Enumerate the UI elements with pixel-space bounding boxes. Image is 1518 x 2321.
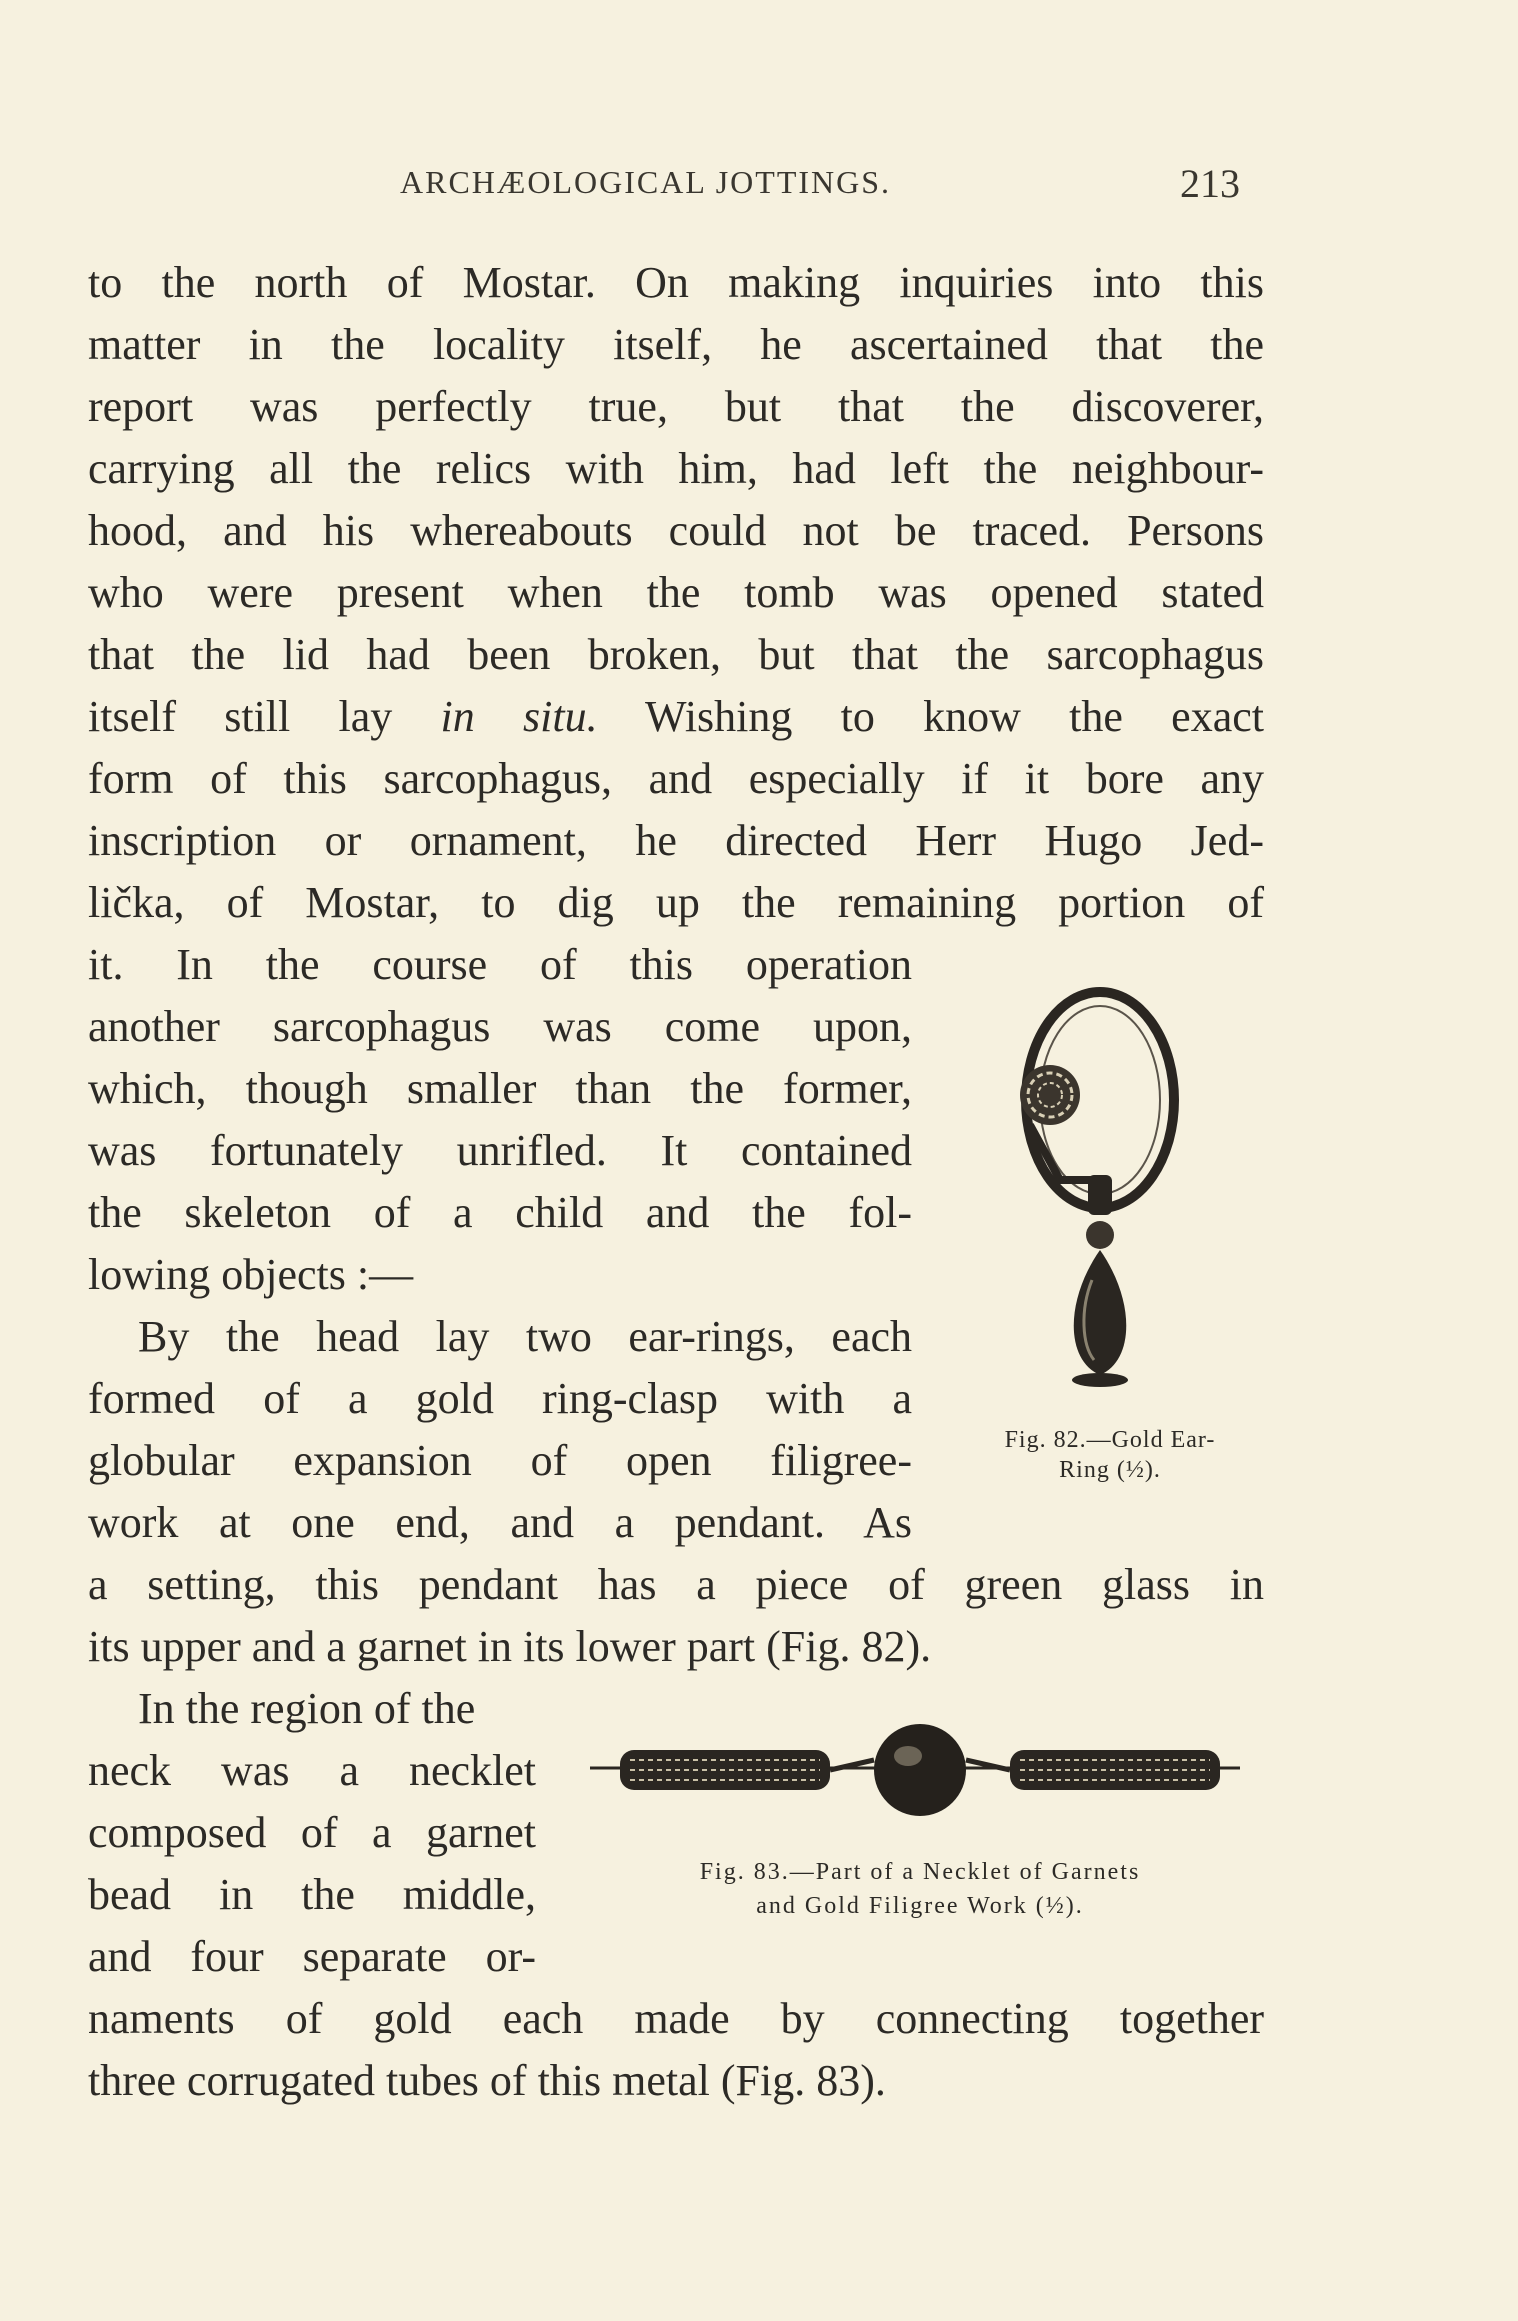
body-line: lowing objects :— <box>88 1250 414 1299</box>
figure-83-caption <box>590 1855 1250 1923</box>
body-line: its upper and a garnet in its lower part (Fig. 82). <box>88 1622 932 1671</box>
body-line: and four separate or- <box>88 1932 536 1981</box>
caption-line: Fig. 83.—Part of a Necklet of Garnets <box>699 1859 1141 1885</box>
body-line: the skeleton of a child and the fol- <box>88 1188 912 1237</box>
figure-82-caption <box>950 1425 1270 1485</box>
body-line: hood, and his whereabouts could not be traced. Persons <box>88 506 1264 555</box>
body-line: matter in the locality itself, he ascertained that the <box>88 320 1264 369</box>
body-line: who were present when the tomb was opened stated <box>88 568 1264 617</box>
body-line: composed of a garnet <box>88 1808 536 1857</box>
page-number: 213 <box>1180 161 1240 206</box>
body-line: bead in the middle, <box>88 1870 536 1919</box>
body-line: In the region of the <box>138 1684 476 1733</box>
body-line: inscription or ornament, he directed Herr Hugo Jed- <box>88 816 1264 865</box>
body-line: three corrugated tubes of this metal (Fig. 83). <box>88 2056 886 2105</box>
body-line: neck was a necklet <box>88 1746 536 1795</box>
caption-line: Ring (½). <box>1059 1457 1161 1483</box>
body-line: globular expansion of open filigree- <box>88 1436 912 1485</box>
body-line: form of this sarcophagus, and especially if it bore any <box>88 754 1264 803</box>
text-segment: Wishing to know the exact <box>597 692 1264 741</box>
body-line: work at one end, and a pendant. As <box>88 1498 912 1547</box>
necklet-figure <box>590 1720 1240 1830</box>
body-line: By the head lay two ear-rings, each <box>138 1312 912 1361</box>
body-line: lička, of Mostar, to dig up the remaining portion of <box>88 878 1264 927</box>
body-line: to the north of Mostar. On making inquiries into this <box>88 258 1264 307</box>
body-line: formed of a gold ring-clasp with a <box>88 1374 912 1423</box>
running-head: ARCHÆOLOGICAL JOTTINGS. <box>400 164 892 200</box>
body-line-insitu <box>88 692 1264 742</box>
body-line: that the lid had been broken, but that the sarcophagus <box>88 630 1264 679</box>
caption-line: and Gold Filigree Work (½). <box>756 1893 1084 1919</box>
body-line: another sarcophagus was come upon, <box>88 1002 912 1051</box>
text-segment: itself still lay <box>88 692 441 741</box>
body-line: which, though smaller than the former, <box>88 1064 912 1113</box>
body-line: report was perfectly true, but that the discoverer, <box>88 382 1264 431</box>
body-line: carrying all the relics with him, had left the neighbour- <box>88 444 1264 493</box>
body-line: it. In the course of this operation <box>88 940 912 989</box>
body-line: naments of gold each made by connecting together <box>88 1994 1264 2043</box>
gold-earring-figure <box>980 980 1220 1410</box>
page-header <box>0 160 1518 210</box>
body-line: a setting, this pendant has a piece of green glass in <box>88 1560 1264 1609</box>
caption-line: Fig. 82.—Gold Ear- <box>1004 1427 1216 1453</box>
italic-phrase: in situ. <box>440 692 598 741</box>
body-line: was fortunately unrifled. It contained <box>88 1126 912 1175</box>
